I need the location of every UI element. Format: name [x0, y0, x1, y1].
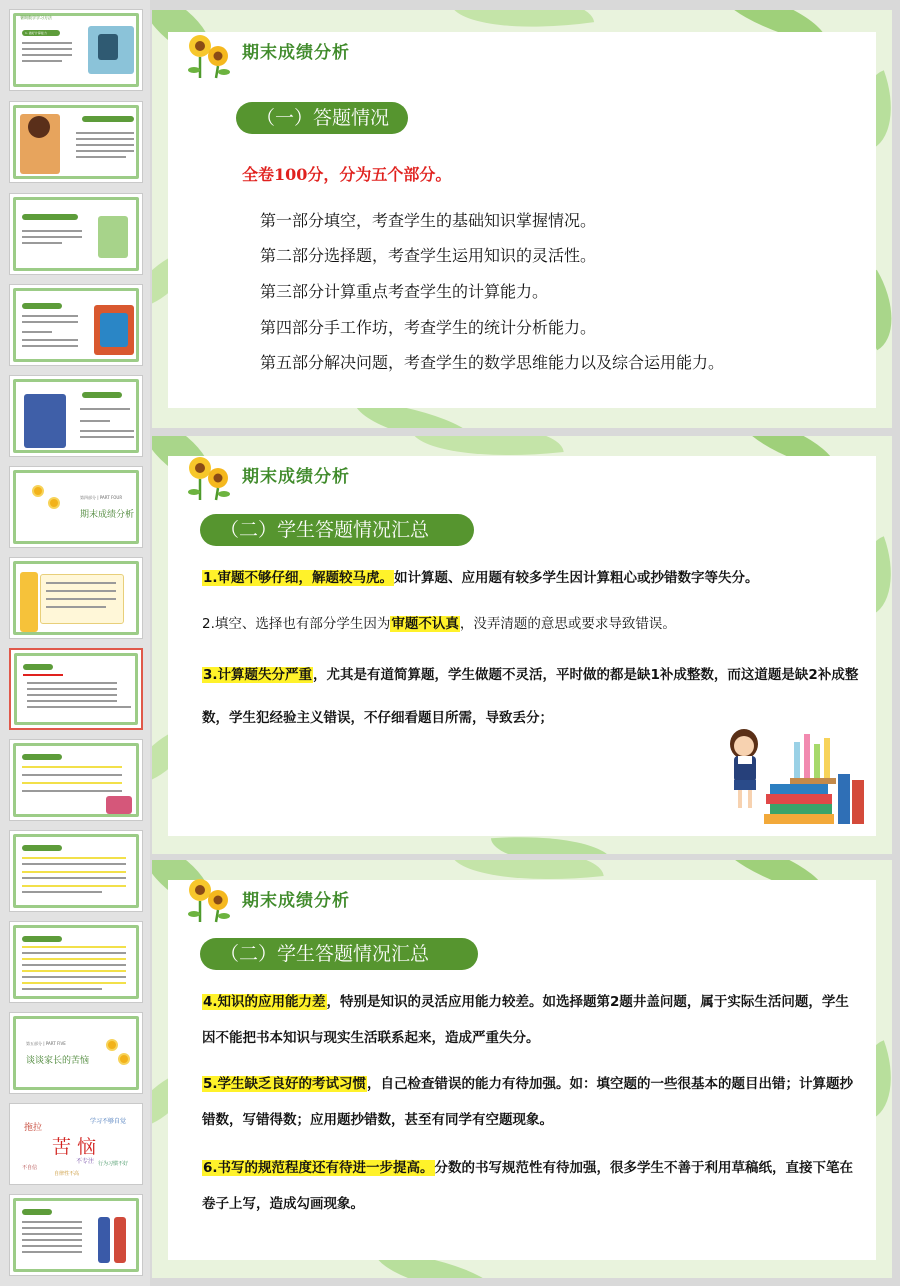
student-with-books-illustration [714, 724, 874, 832]
body-text: 分数的书写规范性有待加强，很多学生不善于利用草稿纸，直接下笔在卷子上写，造成勾画现象。 [202, 1160, 854, 1212]
part-item: 第一部分填空，考查学生的基础知识掌握情况。 [260, 211, 597, 230]
slide-answer-summary-2[interactable] [152, 860, 892, 1278]
sunflower-icon [184, 32, 232, 80]
part-item: 第二部分选择题，考查学生运用知识的灵活性。 [260, 246, 597, 265]
sunflower-icon [184, 454, 232, 502]
slide-thumbnail-5[interactable] [9, 375, 143, 457]
highlight-text: 3.计算题失分严重 [203, 667, 313, 683]
slide-thumbnail-4[interactable] [9, 284, 143, 366]
highlight-text: 4.知识的应用能力差 [203, 994, 326, 1010]
part-item: 第四部分手工作坊，考查学生的统计分析能力。 [260, 318, 597, 337]
thumb-big-title: 谈谈家长的苦恼 [26, 1056, 90, 1066]
summary-paragraph-1 [202, 562, 862, 595]
slide-answer-summary-1[interactable] [152, 436, 892, 854]
thumb-part-label: 第五部分 | PART FIVE [26, 1041, 66, 1046]
slide-header-title: 期末成绩分析 [242, 43, 350, 63]
body-text: 2.填空、选择也有部分学生因为 [202, 616, 391, 632]
thumb-big-title: 期末成绩分析 [80, 510, 135, 520]
section-heading-pill: （二）学生答题情况汇总 [200, 514, 474, 546]
slide-thumbnail-6[interactable] [9, 466, 143, 548]
part-item: 第三部分计算重点考查学生的计算能力。 [260, 282, 549, 301]
thumb-word: 不自信 [22, 1165, 38, 1171]
section-heading-pill: （二）学生答题情况汇总 [200, 938, 478, 970]
slide-header-title: 期末成绩分析 [242, 467, 350, 487]
slide-answer-overview[interactable] [152, 10, 892, 428]
slide-thumbnail-12[interactable] [9, 1012, 143, 1094]
body-text: 如计算题、应用题有较多学生因计算粗心或抄错数字等失分。 [394, 570, 759, 586]
thumb-word: 苦 恼 [52, 1136, 97, 1158]
slide-thumbnail-panel[interactable] [0, 0, 150, 1286]
thumb-illustration [98, 216, 128, 258]
slide-thumbnail-8-selected[interactable] [9, 648, 143, 730]
body-text: ，没弄清题的意思或要求导致错误。 [459, 616, 676, 632]
summary-paragraph-6 [202, 1150, 862, 1222]
part-item: 第五部分解决问题，考查学生的数学思维能力以及综合运用能力。 [260, 353, 725, 372]
thumb-title: 暑期数学学习方法 [20, 15, 52, 20]
total-score-line: 全卷100分，分为五个部分。 [242, 165, 452, 184]
thumb-book-cover [24, 394, 66, 448]
highlight-text: 审题不认真 [391, 616, 459, 632]
highlight-text: 1.审题不够仔细，解题较马虎。 [203, 570, 394, 586]
slide-thumbnail-2[interactable] [9, 101, 143, 183]
slide-thumbnail-9[interactable] [9, 739, 143, 821]
slide-thumbnail-11[interactable] [9, 921, 143, 1003]
thumb-pencil [20, 572, 38, 632]
summary-paragraph-2 [202, 608, 862, 641]
thumb-word: 行为习惯不好 [98, 1161, 129, 1167]
slide-thumbnail-10[interactable] [9, 830, 143, 912]
thumb-chip: 1. 做好计算能力 [22, 30, 60, 36]
summary-paragraph-4 [202, 984, 862, 1056]
slide-header-title: 期末成绩分析 [242, 891, 350, 911]
sunflower-icon [184, 876, 232, 924]
body-text: ，自己检查错误的能力有待加强。如：填空题的一些很基本的题目出错；计算题抄错数，写错得数；应用题抄错数，甚至有同学有空题现象。 [202, 1076, 854, 1128]
slide-thumbnail-7[interactable] [9, 557, 143, 639]
body-text: ，特别是知识的灵活应用能力较差。如选择题第2题井盖问题，属于实际生活问题，学生因不能把书本知识与现实生活联系起来，造成严重失分。 [202, 994, 849, 1046]
thumb-word: 自律性不高 [54, 1171, 80, 1177]
slide-thumbnail-3[interactable] [9, 193, 143, 275]
slide-thumbnail-14[interactable] [9, 1194, 143, 1276]
thumb-word: 拖拉 [24, 1123, 43, 1133]
highlight-text: 6.书写的规范程度还有待进一步提高。 [203, 1160, 434, 1176]
highlight-text: 5.学生缺乏良好的考试习惯 [203, 1076, 367, 1092]
thumb-word: 不专注 [76, 1158, 95, 1165]
section-heading-pill: （一）答题情况 [236, 102, 408, 134]
summary-paragraph-5 [202, 1066, 862, 1138]
slide-thumbnail-13[interactable] [9, 1103, 143, 1185]
thumb-word: 学习不够自觉 [90, 1118, 127, 1125]
slide-thumbnail-1[interactable] [9, 9, 143, 91]
thumb-part-label: 第四部分 | PART FOUR [80, 495, 123, 500]
body-text: ，尤其是有道简算题，学生做题不灵活，平时做的都是缺1补成整数，而这道题是缺2补成整数，学生犯经验主义错误，不仔细看题目所需，导致丢分； [202, 667, 859, 726]
